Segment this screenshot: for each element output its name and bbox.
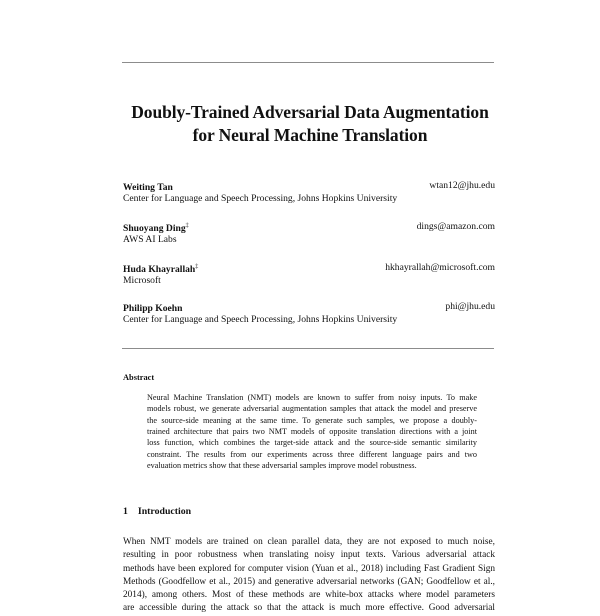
author-email: hkhayrallah@microsoft.com — [385, 262, 495, 273]
author-affiliation: Center for Language and Speech Processing, Johns Hopkins University — [123, 314, 398, 325]
abstract-line: Neural Machine Translation (NMT) models are known to suffer from noisy inputs. To make — [147, 393, 477, 402]
introduction-body — [123, 536, 495, 616]
title-line: Doubly-Trained Adversarial Data Augmentation — [131, 102, 489, 122]
abstract-line: the source-side meaning at the same time. To generate such samples, we propose a doubly- — [147, 415, 477, 425]
bottom-rule — [122, 348, 494, 349]
author-affiliation: Center for Language and Speech Processing, Johns Hopkins University — [123, 193, 398, 204]
abstract-line: trained architecture that pairs two NMT models of opposite translation directions with a joint — [147, 427, 477, 437]
author-name: Huda Khayrallah‡ — [123, 264, 199, 275]
top-rule — [122, 62, 494, 63]
author-block — [123, 300, 495, 326]
paper-title — [100, 101, 520, 147]
author-footnote-mark: ‡ — [195, 264, 199, 270]
body-line: When NMT models are trained on clean parallel data, they are not exposed to much noise, — [123, 537, 495, 547]
author-footnote-mark: ‡ — [185, 223, 189, 229]
author-name: Philipp Koehn — [123, 303, 183, 314]
author-email: dings@amazon.com — [416, 221, 495, 232]
author-block — [123, 179, 495, 205]
body-line: 2014), among others. Most of these methods are white-box attacks where model parameters — [123, 590, 495, 601]
author-name: Shuoyang Ding‡ — [123, 223, 189, 234]
body-line: Methods (Goodfellow et al., 2015) and generative adversarial networks (GAN; Goodfellow et al., — [123, 576, 495, 587]
section-number: 1 — [123, 506, 128, 517]
abstract-heading: Abstract — [123, 373, 155, 382]
section-heading — [123, 505, 191, 518]
author-email: wtan12@jhu.edu — [429, 180, 495, 191]
author-block — [123, 261, 495, 287]
author-block — [123, 220, 495, 246]
abstract-line: evaluation metrics show that these adversarial samples improve model robustness. — [147, 461, 417, 471]
author-affiliation: Microsoft — [123, 275, 161, 286]
abstract-body — [147, 392, 477, 471]
author-email: phi@jhu.edu — [445, 301, 495, 312]
abstract-line: loss function, which combines the target-side attack and the source-side semantic similarity — [147, 438, 477, 448]
abstract-line: constraint. The results from our experiments across three different language pairs and two — [147, 449, 477, 459]
author-name: Weiting Tan — [123, 182, 173, 193]
author-affiliation: AWS AI Labs — [123, 234, 177, 245]
title-line: for Neural Machine Translation — [192, 125, 428, 145]
body-line: are accessible during the attack so that the attack is much more effective. Good adversarial — [123, 603, 495, 614]
section-title: Introduction — [137, 506, 192, 517]
body-line: methods have been explored for computer vision (Yuan et al., 2018) including Fast Gradient Sign — [123, 563, 495, 574]
body-line: resulting in poor robustness when translating noisy input texts. Various adversarial attack — [123, 550, 495, 561]
abstract-line: models robust, we generate adversarial augmentation samples that attack the model and preserve — [147, 404, 477, 414]
